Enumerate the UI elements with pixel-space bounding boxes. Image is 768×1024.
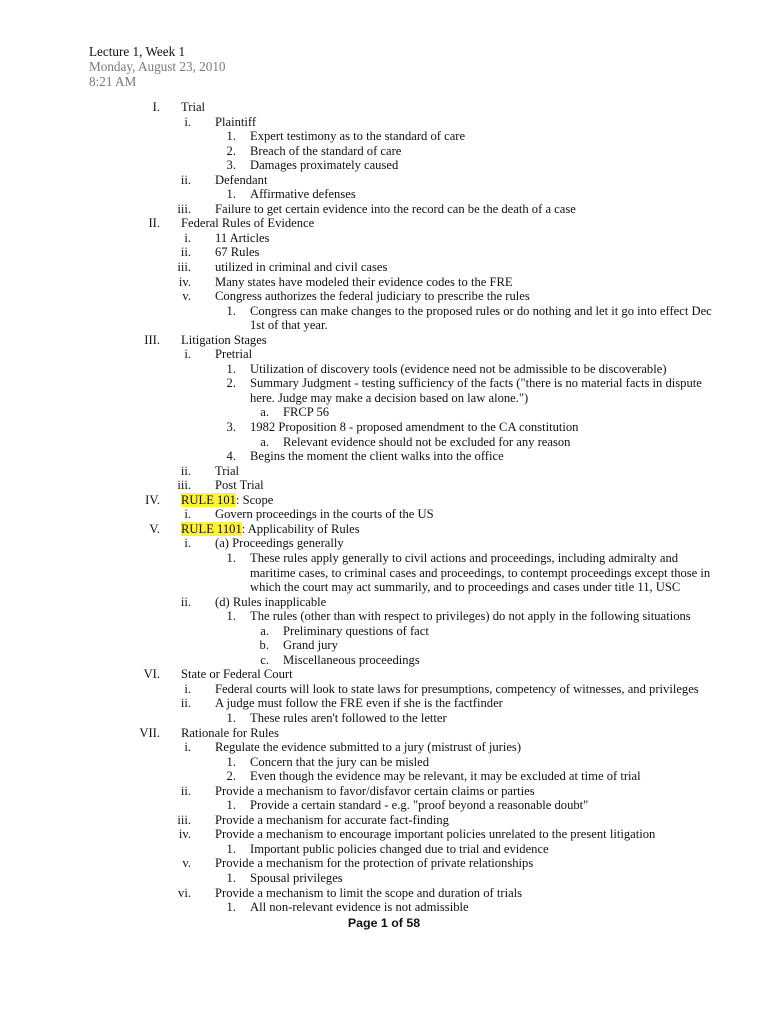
outline-text [250, 551, 678, 566]
outline-marker: i. [184, 681, 191, 696]
outline-text [215, 464, 239, 479]
outline-text-content: Many states have modeled their evidence codes to the FRE [215, 274, 513, 289]
outline-text-content: Concern that the jury can be misled [250, 754, 430, 769]
highlighted-rule-label: RULE 101 [181, 492, 236, 507]
outline-text-content: Grand jury [283, 638, 338, 653]
outline-text-content: here. Judge may make a decision based on law alone.") [250, 390, 529, 405]
outline-text [250, 711, 447, 726]
outline-text-content: which the court may act summarily, and to proceedings and cases under title 11, USC [250, 580, 681, 595]
outline-text-content: Relevant evidence should not be excluded for any reason [283, 434, 571, 449]
outline-text [181, 333, 267, 348]
outline-text-content: Affirmative defenses [250, 187, 356, 202]
outline-item-level-3 [0, 609, 768, 624]
outline-text [250, 304, 712, 319]
outline-marker: 1. [226, 129, 236, 144]
outline-marker: iii. [177, 201, 191, 216]
outline-item-level-1 [0, 667, 768, 682]
outline-text [181, 522, 360, 537]
outline-item-level-2 [0, 682, 768, 697]
outline-text-content: 1st of that year. [250, 318, 328, 333]
outline-text [215, 347, 252, 362]
page-number: Page 1 of 58 [347, 916, 421, 930]
outline-marker: ii. [180, 245, 191, 260]
outline-item-level-3 [0, 769, 768, 784]
outline-text-content: Breach of the standard of care [250, 143, 402, 158]
outline-text-content: Rationale for Rules [181, 725, 279, 740]
outline-text [250, 376, 702, 391]
outline-marker: 1. [226, 710, 236, 725]
outline-marker: i. [184, 230, 191, 245]
outline-item-level-3 [0, 187, 768, 202]
outline-item-level-2 [0, 595, 768, 610]
outline-text [215, 813, 449, 828]
outline-marker: VI. [143, 667, 160, 682]
outline-text-content: Federal courts will look to state laws for presumptions, competency of witnesses, and privileges [215, 681, 699, 696]
outline-item-level-3 [0, 144, 768, 159]
outline-text-content: (d) Rules inapplicable [215, 594, 327, 609]
outline-item-level-3 [0, 158, 768, 173]
outline-item-level-3 [0, 900, 768, 915]
outline-text-content: A judge must follow the FRE even if she is the factfinder [215, 696, 503, 711]
outline-continuation [0, 318, 768, 333]
outline-item-level-2 [0, 289, 768, 304]
outline-marker: iii. [177, 812, 191, 827]
outline-text-content: Preliminary questions of fact [283, 623, 429, 638]
outline-marker: 1. [226, 303, 236, 318]
outline-text-content: The rules (other than with respect to privileges) do not apply in the following situations [250, 609, 691, 624]
outline-item-level-2 [0, 275, 768, 290]
outline-item-level-2 [0, 813, 768, 828]
outline-text [215, 595, 326, 610]
outline-text [215, 886, 522, 901]
outline-marker: i. [184, 347, 191, 362]
outline-text [215, 260, 387, 275]
outline-text [215, 173, 267, 188]
outline-text [215, 536, 344, 551]
outline-item-level-4 [0, 638, 768, 653]
outline-text-content: Provide a mechanism to favor/disfavor certain claims or parties [215, 783, 535, 798]
outline-text [215, 478, 264, 493]
outline-text-content: : Applicability of Rules [241, 521, 360, 536]
outline-marker: v. [182, 289, 191, 304]
outline-text-content: Even though the evidence may be relevant, it may be excluded at time of trial [250, 769, 641, 784]
outline-text [283, 624, 429, 639]
outline-text-content: Provide a mechanism to encourage important policies unrelated to the present litigation [215, 827, 656, 842]
outline-text [283, 405, 329, 420]
outline-marker: 1. [226, 187, 236, 202]
outline-text-content: These rules aren't followed to the letter [250, 710, 447, 725]
outline-text [215, 507, 434, 522]
outline-text-content: Post Trial [215, 478, 264, 493]
outline-text-content: Regulate the evidence submitted to a jury (mistrust of juries) [215, 740, 522, 755]
outline-marker: 1. [226, 550, 236, 565]
outline-marker: I. [152, 100, 160, 114]
outline-text [215, 289, 530, 304]
outline-marker: a. [260, 434, 269, 449]
outline-marker: ii. [180, 172, 191, 187]
outline-item-level-3 [0, 449, 768, 464]
outline-marker: 1. [226, 870, 236, 885]
outline-marker: 1. [226, 841, 236, 856]
outline-text-content: Utilization of discovery tools (evidence need not be admissible to be discoverable) [250, 361, 667, 376]
outline-item-level-3 [0, 362, 768, 377]
outline-item-level-2 [0, 507, 768, 522]
outline-item-level-2 [0, 886, 768, 901]
outline-marker: a. [260, 623, 269, 638]
outline-marker: i. [184, 114, 191, 129]
outline-text [215, 682, 699, 697]
outline-text-content: Provide a mechanism for the protection of private relationships [215, 856, 534, 871]
outline-marker: VII. [139, 725, 160, 740]
outline-item-level-1 [0, 726, 768, 741]
outline-text-content: Trial [215, 463, 240, 478]
note-date: Monday, August 23, 2010 [89, 59, 226, 74]
outline-text-content: Congress authorizes the federal judiciary to prescribe the rules [215, 289, 530, 304]
outline-marker: vi. [178, 885, 191, 900]
outline-text [181, 100, 205, 115]
outline-text-content: Miscellaneous proceedings [283, 652, 420, 667]
outline-item-level-2 [0, 347, 768, 362]
outline-text-content: Litigation Stages [181, 332, 267, 347]
outline-item-level-3 [0, 376, 768, 391]
outline-text-content: utilized in criminal and civil cases [215, 260, 388, 275]
outline-item-level-2 [0, 245, 768, 260]
outline-item-level-2 [0, 115, 768, 130]
outline-marker: b. [259, 638, 269, 653]
outline-text-content: Important public policies changed due to trial and evidence [250, 841, 549, 856]
outline-text-content: maritime cases, to criminal cases and proceedings, to contempt proceedings except those in [250, 565, 711, 580]
outline-marker: 3. [226, 158, 236, 173]
outline-text [181, 726, 279, 741]
outline-marker: iii. [177, 478, 191, 493]
outline-item-level-2 [0, 740, 768, 755]
outline-item-level-1 [0, 493, 768, 508]
outline-marker: 1. [226, 609, 236, 624]
outline-text-content: Plaintiff [215, 114, 257, 129]
outline-item-level-3 [0, 551, 768, 566]
outline-text [250, 755, 429, 770]
outline-text-content: FRCP 56 [283, 405, 330, 420]
outline-marker: 1. [226, 798, 236, 813]
outline-marker: ii. [180, 463, 191, 478]
highlighted-rule-label: RULE 1101 [181, 521, 242, 536]
outline-marker: a. [260, 405, 269, 420]
outline-text [215, 696, 503, 711]
outline-marker: 2. [226, 143, 236, 158]
outline-marker: iv. [178, 827, 191, 842]
outline-marker: 1. [226, 900, 236, 915]
outline-marker: c. [260, 652, 269, 667]
outline-text-content: These rules apply generally to civil actions and proceedings, including admiralty and [250, 550, 679, 565]
outline-text [250, 769, 641, 784]
outline-item-level-2 [0, 464, 768, 479]
outline-item-level-1 [0, 100, 768, 115]
outline-item-level-2 [0, 827, 768, 842]
outline-item-level-2 [0, 231, 768, 246]
outline-text [250, 362, 667, 377]
outline-marker: v. [182, 856, 191, 871]
outline-item-level-3 [0, 798, 768, 813]
outline-marker: 1. [226, 754, 236, 769]
outline-item-level-3 [0, 842, 768, 857]
outline-item-level-4 [0, 624, 768, 639]
outline-item-level-3 [0, 711, 768, 726]
outline-marker: ii. [180, 783, 191, 798]
outline-item-level-1 [0, 522, 768, 537]
outline-text [250, 449, 504, 464]
outline-text-content: Summary Judgment - testing sufficiency of the facts ("there is no material facts in dispute [250, 376, 702, 391]
outline-text-content: Provide a mechanism for accurate fact-finding [215, 812, 449, 827]
outline-text [250, 580, 680, 595]
outline-item-level-2 [0, 478, 768, 493]
outline-text-content: Pretrial [215, 347, 253, 362]
outline-marker: 1. [226, 361, 236, 376]
outline-marker: 2. [226, 376, 236, 391]
note-time: 8:21 AM [89, 74, 137, 89]
outline-text [215, 115, 256, 130]
outline-text [250, 900, 469, 915]
outline-text [250, 144, 401, 159]
outline-text [215, 740, 521, 755]
outline-item-level-2 [0, 696, 768, 711]
outline-item-level-2 [0, 173, 768, 188]
outline-text [250, 420, 578, 435]
outline-text [181, 667, 293, 682]
outline-marker: i. [184, 536, 191, 551]
outline-text-content: (a) Proceedings generally [215, 536, 344, 551]
outline-item-level-3 [0, 129, 768, 144]
outline-text-content: State or Federal Court [181, 667, 293, 682]
outline-text [283, 653, 420, 668]
outline-text-content: : Scope [235, 492, 274, 507]
outline-text-content: 11 Articles [215, 230, 270, 245]
outline-marker: II. [148, 216, 160, 231]
outline-text-content: Federal Rules of Evidence [181, 216, 315, 231]
outline-marker: ii. [180, 594, 191, 609]
outline-text-content: Spousal privileges [250, 870, 343, 885]
outline-text-content: Damages proximately caused [250, 158, 399, 173]
outline-continuation [0, 391, 768, 406]
outline-text [250, 842, 549, 857]
outline-item-level-4 [0, 435, 768, 450]
outline-marker: i. [184, 740, 191, 755]
outline-text [215, 827, 655, 842]
outline-marker: V. [149, 521, 160, 536]
outline-text-content: Provide a mechanism to limit the scope and duration of trials [215, 885, 523, 900]
outline-text [181, 216, 314, 231]
outline-item-level-1 [0, 333, 768, 348]
outline-item-level-3 [0, 420, 768, 435]
outline-item-level-4 [0, 405, 768, 420]
outline-item-level-2 [0, 856, 768, 871]
outline-marker: IV. [145, 492, 160, 507]
outline-text [250, 158, 398, 173]
outline-item-level-4 [0, 653, 768, 668]
outline-text [215, 231, 269, 246]
outline-marker: 4. [226, 449, 236, 464]
outline-text [181, 493, 273, 508]
outline-marker: i. [184, 507, 191, 522]
outline-text-content: All non-relevant evidence is not admissible [250, 900, 469, 915]
outline-text [250, 318, 328, 333]
outline-text [250, 871, 343, 886]
outline-text [250, 129, 465, 144]
outline-item-level-2 [0, 202, 768, 217]
outline-continuation [0, 566, 768, 581]
outline-text-content: Expert testimony as to the standard of care [250, 129, 466, 144]
outline-item-level-2 [0, 784, 768, 799]
outline-text-content: Defendant [215, 172, 268, 187]
outline-text [215, 245, 259, 260]
outline-text [250, 187, 356, 202]
outline-item-level-2 [0, 260, 768, 275]
outline-text-content: Begins the moment the client walks into the office [250, 449, 504, 464]
outline-text [250, 566, 710, 581]
outline-marker: iv. [178, 274, 191, 289]
outline-item-level-3 [0, 304, 768, 319]
outline-marker: 2. [226, 769, 236, 784]
outline-text [215, 856, 533, 871]
outline-item-level-1 [0, 216, 768, 231]
outline-text-content: Failure to get certain evidence into the record can be the death of a case [215, 201, 576, 216]
outline-text [250, 391, 528, 406]
outline-item-level-3 [0, 755, 768, 770]
outline-text [283, 638, 338, 653]
outline-text-content: Provide a certain standard - e.g. "proof beyond a reasonable doubt" [250, 798, 589, 813]
outline-marker: ii. [180, 696, 191, 711]
outline-item-level-3 [0, 871, 768, 886]
outline-continuation [0, 580, 768, 595]
outline-text [215, 784, 535, 799]
outline-text [215, 275, 513, 290]
outline-text-content: 67 Rules [215, 245, 260, 260]
outline-text-content: 1982 Proposition 8 - proposed amendment to the CA constitution [250, 420, 579, 435]
outline-text [250, 609, 691, 624]
outline-marker: 3. [226, 420, 236, 435]
outline-text-content: Trial [181, 100, 206, 114]
outline-list [0, 100, 768, 915]
outline-text [283, 435, 570, 450]
note-title: Lecture 1, Week 1 [89, 44, 186, 59]
outline-marker: III. [144, 332, 160, 347]
outline-text-content: Govern proceedings in the courts of the US [215, 507, 434, 522]
outline-text [215, 202, 576, 217]
outline-text [250, 798, 588, 813]
outline-marker: iii. [177, 260, 191, 275]
outline-text-content: Congress can make changes to the proposed rules or do nothing and let it go into effect Dec [250, 303, 712, 318]
outline-item-level-2 [0, 536, 768, 551]
